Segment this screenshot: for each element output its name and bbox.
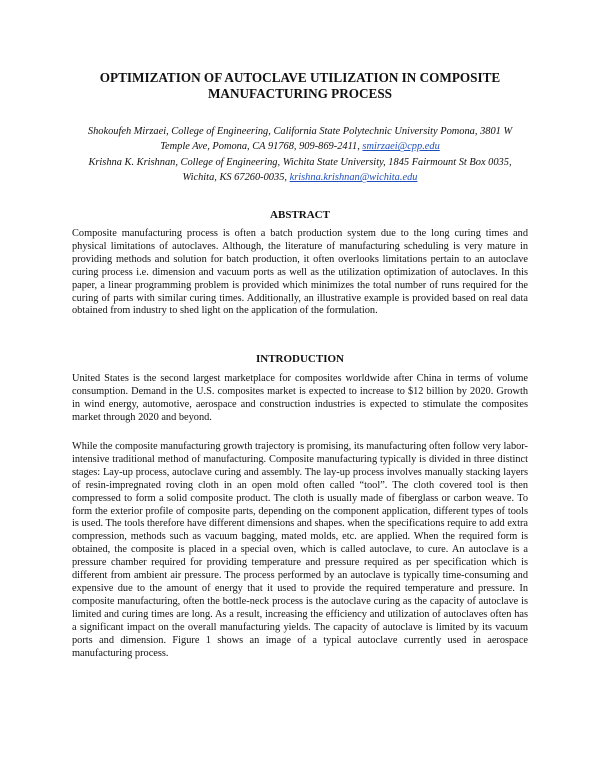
- abstract-heading: ABSTRACT: [270, 209, 330, 221]
- author-1: [72, 124, 528, 155]
- paper-title: OPTIMIZATION OF AUTOCLAVE UTILIZATION IN COMPOSITE MANUFACTURING PROCESS: [99, 70, 501, 101]
- author-1-email-link[interactable]: smirzaei@cpp.edu: [362, 141, 440, 153]
- abstract-text: Composite manufacturing process is often a batch production system due to the long curing times and physical limitations of autoclaves. Although, the literature of manufacturing scheduling is very mature in providing methods and solution for batch production, it often overlooks limitations pertain to an autoclave curing process i.e. dimension and vacuum ports as well as the utilization optimization of autoclaves. In this paper, a linear programming problem is provided which minimizes the total number of runs required for the curing of parts with similar curing times. Additionally, an illustrative example is provided based on real data obtained from industry to shed light on the application of the formulation.: [72, 228, 528, 317]
- author-2-affiliation: Krishna K. Krishnan, College of Engineering, Wichita State University, 1845 Fairmount St Box 0035, Wichita, KS 67260-0035,: [88, 156, 512, 184]
- author-block: [72, 124, 528, 186]
- introduction-heading: INTRODUCTION: [255, 353, 344, 365]
- author-1-affiliation: Shokoufeh Mirzaei, College of Engineering, California State Polytechnic University Pomona, 3801 W Temple Ave, Pomona, CA 91768, 909-869-2411,: [87, 126, 513, 153]
- intro-paragraph-2: While the composite manufacturing growth trajectory is promising, its manufacturing often follow very labor-intensive traditional method of manufacturing. Composite manufacturing typically is divided in three distinct stages: Lay-up process, autoclave curing and assembly. The lay-up process involves manually stacking layers of resin-impregnated roving cloth in an open mold often called “tool”. The cloth covered tool is then compressed to form a solid composite product. The cloth is usually made of fiberglass or carbon weave. To form the exterior profile of composite parts, depending on the component application, different types of tools is used. The tools therefore have different dimensions and shapes. when the specifications require to add extra compression, methods such as vacuum bagging, mated molds, etc. are applied. When the required form is obtained, the composite is placed in a special oven, which is called autoclave, to cure. An autoclave is a pressure chamber required for providing temperature and pressure required as per specification which is different from ambient air pressure. The process performed by an autoclave is typically time-consuming and expensive due to the amount of energy that it used to provide the required temperature and pressure. In composite manufacturing, often the bottle-neck process is the autoclave curing as the capacity of autoclave is limited and curing times are long. As a result, increasing the efficiency and utilization of autoclaves often has a significant impact on the overall manufacturing yields. The capacity of autoclave is limited by its vacuum ports and dimension. Figure 1 shows an image of a typical autoclave currently used in aerospace manufacturing process.: [72, 441, 528, 659]
- intro-paragraph-1: United States is the second largest marketplace for composites worldwide after China in terms of volume consumption. Demand in the U.S. composites market is expected to increase to $12 billion by 2020. Growth in wind energy, automotive, aerospace and construction industries is expected to stimulate the composites market through 2020 and beyond.: [72, 373, 528, 423]
- author-2: [72, 155, 528, 186]
- author-2-email-link[interactable]: krishna.krishnan@wichita.edu: [289, 172, 418, 184]
